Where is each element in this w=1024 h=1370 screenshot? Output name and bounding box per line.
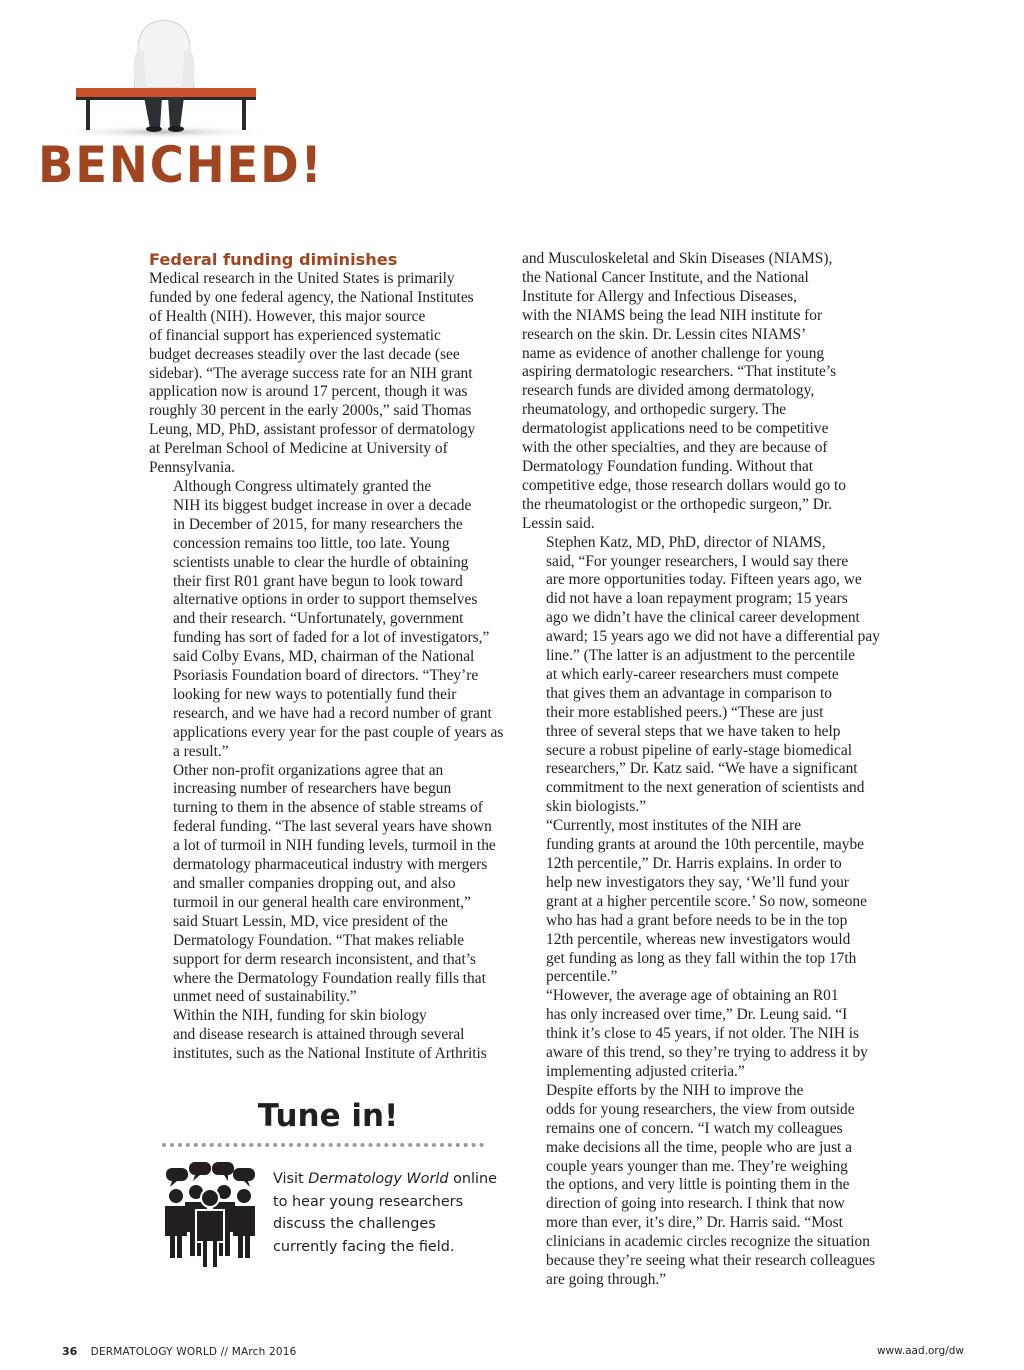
text-line: competitive edge, those research dollars would go to: [522, 476, 846, 494]
text-line: unmet need of sustainability.”: [173, 988, 357, 1006]
text-line: Medical research in the United States is primarily: [149, 270, 455, 287]
text-line: did not have a loan repayment program; 15 years: [546, 590, 848, 608]
text-line: and disease research is attained through several: [173, 1026, 465, 1044]
text-line: implementing adjusted criteria.”: [546, 1062, 745, 1080]
text-line: Stephen Katz, MD, PhD, director of NIAMS,: [546, 533, 826, 551]
text-line: budget decreases steadily over the last decade (see: [149, 345, 460, 363]
bench-seat: [76, 88, 256, 97]
speech-bubble-icon: [233, 1168, 255, 1187]
tune-in-line: discuss the challenges: [273, 1216, 436, 1233]
text-line: scientists unable to clear the hurdle of obtaining: [173, 553, 469, 571]
text-line: roughly 30 percent in the early 2000s,” said Thomas: [149, 402, 472, 420]
text-line: of financial support has experienced systematic: [149, 326, 441, 344]
speech-bubble-icon: [212, 1162, 234, 1181]
article-paragraph: [149, 762, 505, 1008]
text-line: skin biologists.”: [546, 798, 647, 816]
text-line: odds for young researchers, the view from outside: [546, 1100, 855, 1118]
text-line: funding grants at around the 10th percentile, maybe: [546, 836, 864, 854]
group-discussion-icon: [162, 1160, 258, 1270]
text-line: help new investigators they say, ‘We’ll fund your: [546, 873, 849, 891]
text-line: applications every year for the past couple of years as: [173, 723, 504, 741]
man-legs: [144, 97, 184, 128]
section-heading: Federal funding diminishes: [149, 250, 398, 269]
speech-bubble-icon: [166, 1168, 188, 1187]
bench-frame: [76, 97, 256, 100]
article-paragraph: [522, 1082, 880, 1290]
article-paragraph: [522, 817, 880, 987]
text-line: the rheumatologist or the orthopedic surgeon,” Dr.: [522, 495, 833, 513]
text-line: ago we didn’t have the clinical career development: [546, 609, 860, 627]
text-line: said Stuart Lessin, MD, vice president of the: [173, 912, 448, 930]
dotted-divider: [162, 1143, 484, 1147]
text-line: commitment to the next generation of scientists and: [546, 779, 865, 797]
text-line: institutes, such as the National Institute of Arthritis: [173, 1045, 487, 1063]
text-line: dermatologist applications need to be competitive: [522, 420, 829, 438]
text-line: think it’s close to 45 years, if not older. The NIH is: [546, 1025, 860, 1043]
bench-leg-right: [242, 100, 246, 130]
text-line: are going through.”: [546, 1270, 667, 1288]
text-line: aspiring dermatologic researchers. “That institute’s: [522, 363, 837, 381]
text-line: Psoriasis Foundation board of directors. “They’re: [173, 667, 479, 685]
text-line: researchers,” Dr. Katz said. “We have a significant: [546, 760, 858, 778]
text-line: and smaller companies dropping out, and also: [173, 875, 456, 892]
text-line: at Perelman School of Medicine at University of: [149, 440, 448, 458]
text-line: said, “For younger researchers, I would say there: [546, 552, 849, 570]
text-line: funding has sort of faded for a lot of investigators,”: [173, 629, 490, 647]
text-line: the National Cancer Institute, and the National: [522, 268, 809, 286]
text-line: couple years younger than me. They’re weighing: [546, 1157, 848, 1175]
article-paragraph: [149, 270, 505, 478]
text-line: make decisions all the time, people who are just a: [546, 1138, 853, 1156]
text-line: federal funding. “The last several years have shown: [173, 818, 492, 836]
text-line: Other non-profit organizations agree that an: [173, 761, 444, 779]
text-line: with the other specialties, and they are because of: [522, 439, 828, 457]
person-icon: [196, 1189, 224, 1268]
text-line: said Colby Evans, MD, chairman of the National: [173, 648, 475, 666]
text-line: aware of this trend, so they’re trying to address it by: [546, 1044, 868, 1062]
text-line: remains one of concern. “I watch my colleagues: [546, 1119, 843, 1137]
text-line: in December of 2015, for many researchers the: [173, 515, 463, 533]
text-line: grant at a higher percentile score.’ So now, someone: [546, 892, 867, 910]
footer-url: www.aad.org/dw: [876, 1345, 964, 1357]
text-line: more than ever, it’s dire,” Dr. Harris said. “Most: [546, 1214, 843, 1232]
text-line: Pennsylvania.: [149, 459, 235, 477]
text-line: dermatology pharmaceutical industry with mergers: [173, 856, 488, 874]
text-line: that gives them an advantage in comparison to: [546, 684, 832, 702]
banner-title: BENCHED!: [38, 136, 324, 194]
article-paragraph: [149, 1007, 505, 1064]
text-line: who has had a grant before needs to be in the top: [546, 911, 848, 929]
text-line: rheumatology, and orthopedic surgery. The: [522, 401, 787, 419]
text-line: are more opportunities today. Fifteen years ago, we: [546, 571, 862, 589]
text-line: turmoil in our general health care environment,”: [173, 893, 471, 911]
text-line: and Musculoskeletal and Skin Diseases (NIAMS),: [522, 250, 833, 267]
page-number: 36: [62, 1345, 78, 1358]
text-line: award; 15 years ago we did not have a differential pay: [546, 628, 880, 646]
text-line: research funds are divided among dermatology,: [522, 382, 815, 400]
text-line: Dermatology Foundation. “That makes reliable: [173, 931, 465, 949]
bench-leg-left: [86, 100, 90, 130]
text-line: “However, the average age of obtaining an R01: [546, 987, 839, 1005]
man-shoe-right: [168, 126, 184, 132]
tune-in-line: to hear young researchers: [273, 1193, 464, 1210]
text-line: research, and we have had a record number of grant: [173, 704, 492, 722]
text-line: the options, and very little is pointing them in the: [546, 1176, 850, 1194]
text-line: sidebar). “The average success rate for an NIH grant: [149, 364, 473, 382]
text-line: research on the skin. Dr. Lessin cites NIAMS’: [522, 325, 807, 343]
article-column-left: [149, 250, 505, 1064]
text-line: at which early-career researchers must compete: [546, 665, 839, 683]
text-line: has only increased over time,” Dr. Leung said. “I: [546, 1006, 848, 1024]
text-line: turning to them in the absence of stable streams of: [173, 799, 483, 817]
column-body: [149, 270, 505, 1064]
text-line: support for derm research inconsistent, and that’s: [173, 950, 477, 968]
text-line: name as evidence of another challenge for young: [522, 344, 825, 362]
text-line: NIH its biggest budget increase in over a decade: [173, 496, 472, 514]
text-line: clinicians in academic circles recognize the situation: [546, 1233, 870, 1251]
text-line: looking for new ways to potentially fund their: [173, 685, 457, 703]
man-shoe-left: [146, 126, 162, 132]
text-line: Although Congress ultimately granted the: [173, 477, 432, 495]
text-line: Within the NIH, funding for skin biology: [173, 1007, 427, 1025]
tune-in-line: currently facing the field.: [273, 1238, 455, 1255]
text-line: line.” (The latter is an adjustment to the percentile: [546, 647, 855, 665]
text-line: Institute for Allergy and Infectious Diseases,: [522, 287, 797, 305]
text-line: of Health (NIH). However, this major source: [149, 307, 426, 325]
text-line: 12th percentile,” Dr. Harris explains. In order to: [546, 855, 842, 872]
article-paragraph: [522, 250, 880, 534]
article-paragraph: [522, 987, 880, 1082]
text-line: their first R01 grant have begun to look toward: [173, 572, 463, 590]
text-line: their more established peers.) “These are just: [546, 703, 824, 721]
text-line: a lot of turmoil in NIH funding levels, turmoil in the: [173, 837, 496, 855]
article-column-right: [522, 250, 880, 1290]
text-line: concession remains too little, too late. Young: [173, 534, 450, 552]
person-icon: [165, 1189, 187, 1258]
text-line: Leung, MD, PhD, assistant professor of dermatology: [149, 421, 476, 439]
article-paragraph: [522, 534, 880, 818]
text-line: increasing number of researchers have begun: [173, 780, 452, 798]
text-line: secure a robust pipeline of early-stage biomedical: [546, 741, 852, 759]
tune-in-title: Tune in!: [257, 1098, 399, 1134]
text-line: Lessin said.: [522, 514, 595, 532]
text-line: Dermatology Foundation funding. Without that: [522, 457, 814, 475]
publication-name: Dermatology World: [308, 1171, 449, 1187]
text-line: get funding as long as they fall within the top 17th: [546, 949, 857, 967]
text-line: direction of going into research. I think that now: [546, 1195, 845, 1213]
column-body: [522, 250, 880, 1290]
text-line: a result.”: [173, 742, 229, 760]
text-line: percentile.”: [546, 968, 618, 986]
text-line: application now is around 17 percent, though it was: [149, 383, 468, 401]
text-line: and their research. “Unfortunately, government: [173, 610, 464, 628]
text-line: funded by one federal agency, the National Institutes: [149, 288, 474, 306]
text-line: three of several steps that we have taken to help: [546, 722, 841, 740]
person-icon: [233, 1189, 255, 1258]
speech-bubble-icon: [189, 1162, 211, 1181]
magazine-issue: DERMATOLOGY WORLD // MArch 2016: [90, 1346, 297, 1358]
tune-in-line: Visit Dermatology World online: [273, 1171, 497, 1187]
man-on-bench-illustration: [56, 18, 278, 140]
text-line: because they’re seeing what their research colleagues: [546, 1252, 876, 1270]
article-paragraph: [149, 478, 505, 762]
text-line: with the NIAMS being the lead NIH institute for: [522, 306, 823, 324]
text-line: Despite efforts by the NIH to improve the: [546, 1081, 804, 1099]
text-line: 12th percentile, whereas new investigators would: [546, 930, 851, 948]
tune-in-text: [273, 1168, 503, 1258]
text-line: where the Dermatology Foundation really fills that: [173, 969, 486, 987]
text-line: alternative options in order to support themselves: [173, 591, 478, 609]
footer-left: [62, 1345, 297, 1361]
text-line: “Currently, most institutes of the NIH are: [546, 817, 802, 835]
